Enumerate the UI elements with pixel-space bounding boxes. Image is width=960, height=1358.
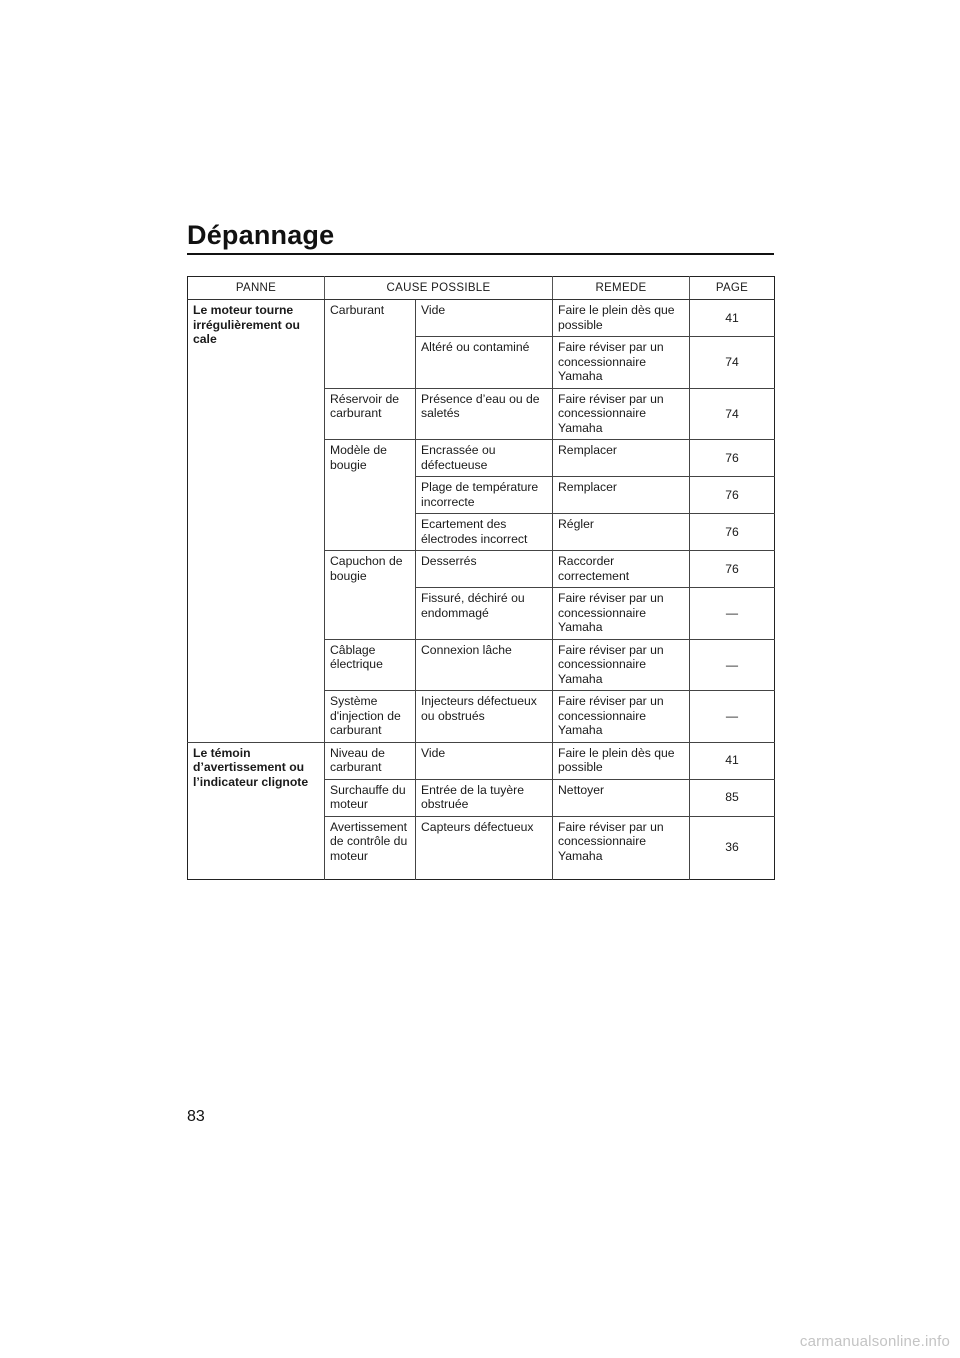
page-ref-cell: 36 — [690, 816, 775, 879]
remede-cell: Faire réviser par un concessionnaire Yamaha — [553, 816, 690, 879]
watermark: carmanualsonline.info — [799, 1333, 950, 1350]
remede-cell: Faire réviser par un concessionnaire Yamaha — [553, 639, 690, 691]
table-body — [188, 300, 775, 880]
remede-cell: Raccorder correctement — [553, 551, 690, 588]
cause-detail-cell: Vide — [416, 742, 553, 779]
component-cell: Capuchon de bougie — [325, 551, 416, 640]
header-cause: CAUSE POSSIBLE — [325, 277, 553, 300]
page-ref-cell: 41 — [690, 300, 775, 337]
component-cell: Réservoir de carburant — [325, 388, 416, 440]
component-cell: Modèle de bougie — [325, 440, 416, 551]
remede-cell: Faire réviser par un concessionnaire Yamaha — [553, 388, 690, 440]
page-ref-cell: 85 — [690, 779, 775, 816]
component-cell: Système d'injection de carburant — [325, 691, 416, 743]
remede-cell: Régler — [553, 514, 690, 551]
page-ref-cell: 76 — [690, 440, 775, 477]
cause-detail-cell: Entrée de la tuyère obstruée — [416, 779, 553, 816]
cause-detail-cell: Vide — [416, 300, 553, 337]
page-number: 83 — [187, 1108, 205, 1125]
cause-detail-cell: Injecteurs défectueux ou obstrués — [416, 691, 553, 743]
header-page: PAGE — [690, 277, 775, 300]
remede-cell: Faire réviser par un concessionnaire Yamaha — [553, 691, 690, 743]
table-header-row — [188, 277, 775, 300]
component-cell: Niveau de carburant — [325, 742, 416, 779]
page-ref-cell: 76 — [690, 514, 775, 551]
page-ref-cell: 74 — [690, 388, 775, 440]
remede-cell: Remplacer — [553, 440, 690, 477]
troubleshooting-table — [187, 276, 775, 880]
page-ref-cell: 76 — [690, 551, 775, 588]
page-ref-cell: 76 — [690, 477, 775, 514]
cause-detail-cell: Connexion lâche — [416, 639, 553, 691]
component-cell: Câblage électrique — [325, 639, 416, 691]
panne-cell: Le moteur tourne irrégulièrement ou cale — [188, 300, 325, 743]
table-row — [188, 300, 775, 337]
cause-detail-cell: Altéré ou contaminé — [416, 337, 553, 389]
cause-detail-cell: Ecartement des électrodes incorrect — [416, 514, 553, 551]
page-ref-cell: 74 — [690, 337, 775, 389]
header-remede: REMEDE — [553, 277, 690, 300]
component-cell: Avertissement de contrôle du moteur — [325, 816, 416, 879]
remede-cell: Faire le plein dès que possible — [553, 742, 690, 779]
page-ref-cell: — — [690, 588, 775, 640]
remede-cell: Faire réviser par un concessionnaire Yamaha — [553, 588, 690, 640]
component-cell: Carburant — [325, 300, 416, 389]
cause-detail-cell: Capteurs défectueux — [416, 816, 553, 879]
header-panne: PANNE — [188, 277, 325, 300]
panne-cell: Le témoin d’avertissement ou l’indicateur clignote — [188, 742, 325, 879]
title-divider — [187, 253, 774, 255]
cause-detail-cell: Plage de température incorrecte — [416, 477, 553, 514]
cause-detail-cell: Fissuré, déchiré ou endommagé — [416, 588, 553, 640]
page-ref-cell: 41 — [690, 742, 775, 779]
remede-cell: Nettoyer — [553, 779, 690, 816]
table-row — [188, 742, 775, 779]
page-title: Dépannage — [187, 220, 335, 250]
page-ref-cell: — — [690, 691, 775, 743]
component-cell: Surchauffe du moteur — [325, 779, 416, 816]
remede-cell: Faire réviser par un concessionnaire Yamaha — [553, 337, 690, 389]
cause-detail-cell: Desserrés — [416, 551, 553, 588]
remede-cell: Faire le plein dès que possible — [553, 300, 690, 337]
cause-detail-cell: Présence d’eau ou de saletés — [416, 388, 553, 440]
cause-detail-cell: Encrassée ou défectueuse — [416, 440, 553, 477]
page-ref-cell: — — [690, 639, 775, 691]
remede-cell: Remplacer — [553, 477, 690, 514]
